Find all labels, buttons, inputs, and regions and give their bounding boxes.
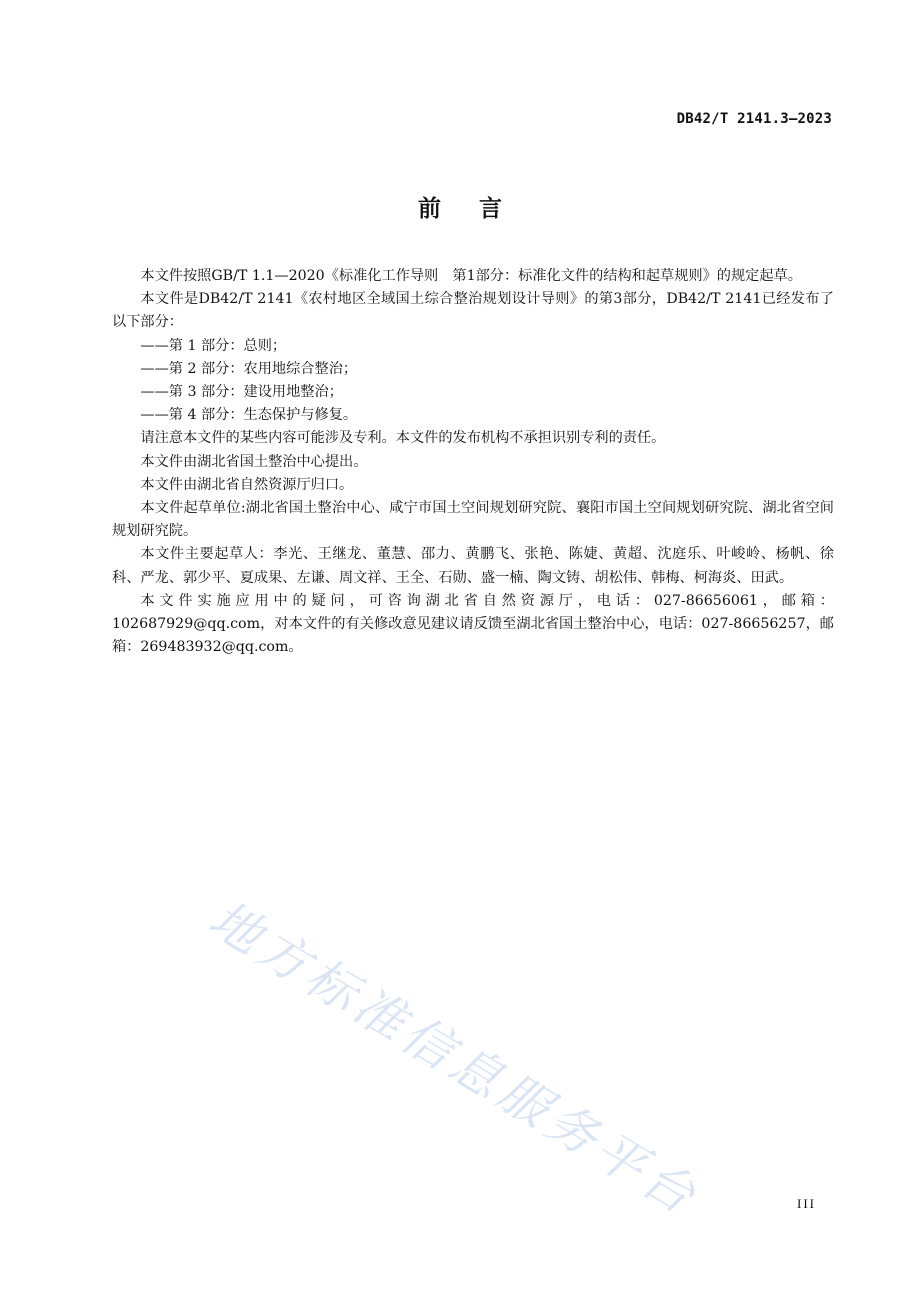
paragraph-drafters: 本文件主要起草人：李光、王继龙、董慧、邵力、黄鹏飞、张艳、陈婕、黄超、沈庭乐、叶峻岭、杨帆、徐科、严龙、郭少平、夏成果、左谦、周文祥、王全、石勋、盛一楠、陶文铸、胡松伟、韩梅、柯海炎、田武。 <box>112 546 834 586</box>
watermark: 地方标准信息服务平台 <box>199 889 710 1228</box>
list-item-part-2: ——第 2 部分：农用地综合整治； <box>140 360 358 377</box>
page-title: 前言 <box>418 196 540 222</box>
page-number: III <box>797 1196 816 1211</box>
paragraph-drafting-units: 本文件起草单位:湖北省国土整治中心、咸宁市国土空间规划研究院、襄阳市国土空间规划研究院、湖北省空间规划研究院。 <box>112 500 834 540</box>
paragraph-administrator: 本文件由湖北省自然资源厅归口。 <box>140 476 354 493</box>
paragraph-series-parts: 本文件是DB42/T 2141《农村地区全域国土综合整治规划设计导则》的第3部分，DB42/T 2141已经发布了以下部分： <box>112 291 834 331</box>
paragraph-proposer: 本文件由湖北省国土整治中心提出。 <box>140 453 368 470</box>
paragraph-drafting-basis: 本文件按照GB/T 1.1—2020《标准化工作导则 第1部分：标准化文件的结构和起草规则》的规定起草。 <box>140 268 802 284</box>
list-item-part-4: ——第 4 部分：生态保护与修复。 <box>140 407 358 424</box>
list-item-part-1: ——第 1 部分：总则； <box>140 337 287 354</box>
paragraph-contact-info: 本文件实施应用中的疑问，可咨询湖北省自然资源厅，电话：027-86656061，邮箱：102687929@qq.com，对本文件的有关修改意见建议请反馈至湖北省国土整治中心，电话：027-86656257，邮箱：269483932@qq.com。 <box>112 592 834 656</box>
list-item-part-3: ——第 3 部分：建设用地整治； <box>140 384 343 401</box>
paragraph-patent-notice: 请注意本文件的某些内容可能涉及专利。本文件的发布机构不承担识别专利的责任。 <box>140 430 666 447</box>
foreword-body <box>112 265 834 659</box>
standard-code: DB42/T 2141.3—2023 <box>676 111 832 127</box>
